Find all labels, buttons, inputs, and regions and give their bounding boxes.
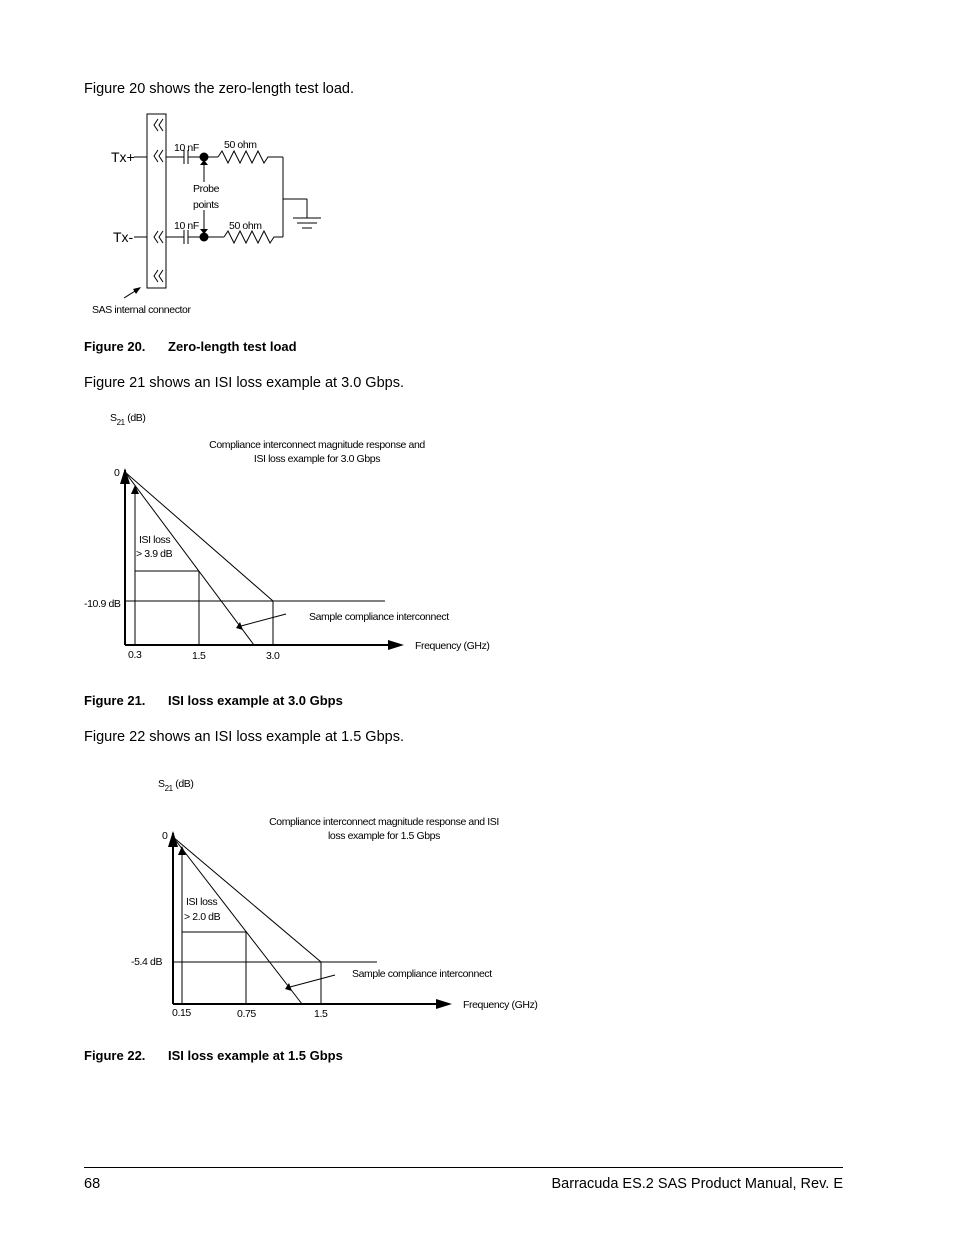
caption-fig20-title: Zero-length test load — [168, 339, 297, 354]
x-axis-label: Frequency (GHz) — [463, 999, 538, 1011]
chart-title-line1: Compliance interconnect magnitude response and ISI — [269, 816, 499, 828]
sample-pointer — [290, 975, 335, 987]
x-tick-3: 1.5 — [314, 1008, 328, 1020]
tx-minus-label: Tx- — [113, 229, 134, 245]
caption-fig21-title: ISI loss example at 3.0 Gbps — [168, 693, 343, 708]
caption-fig20-number: Figure 20. — [84, 339, 146, 354]
isi-label-line1: ISI loss — [186, 896, 218, 908]
resistor-top-label: 50 ohm — [224, 139, 257, 151]
caption-fig22-number: Figure 22. — [84, 1048, 146, 1063]
caption-fig21-number: Figure 21. — [84, 693, 146, 708]
isi-label-line1: ISI loss — [139, 534, 171, 546]
resistor-bottom-label: 50 ohm — [229, 220, 262, 232]
isi-label-line2: > 2.0 dB — [184, 911, 221, 923]
x-axis-arrow — [436, 999, 452, 1009]
y-axis-label: $S_{21}$ (dB) — [158, 778, 194, 793]
capacitor-top-label: 10 nF — [174, 142, 199, 154]
x-tick-2: 1.5 — [192, 650, 206, 662]
y-axis-label: $S_{21}$ (dB) — [110, 412, 146, 427]
page-number: 68 — [84, 1176, 101, 1192]
footer-rule — [84, 1167, 843, 1168]
x-tick-2: 0.75 — [237, 1008, 256, 1020]
isi-label-line2: > 3.9 dB — [136, 548, 173, 560]
x-tick-1: 0.15 — [172, 1007, 191, 1019]
probe-label-line1: Probe — [193, 183, 220, 195]
capacitor-bottom-label: 10 nF — [174, 220, 199, 232]
sample-label: Sample compliance interconnect — [309, 611, 449, 623]
intro-fig20: Figure 20 shows the zero-length test load. — [84, 81, 355, 97]
x-tick-1: 0.3 — [128, 649, 142, 661]
y-tick-level: -10.9 dB — [84, 598, 121, 610]
sample-label: Sample compliance interconnect — [352, 968, 492, 980]
probe-label-line2: points — [193, 199, 219, 211]
tx-plus-label: Tx+ — [111, 149, 135, 165]
chart-title-line2: loss example for 1.5 Gbps — [328, 830, 440, 842]
y-axis-arrow — [168, 831, 178, 847]
y-tick-zero: 0 — [162, 830, 168, 842]
y-tick-zero: 0 — [114, 467, 120, 479]
y-tick-level: -5.4 dB — [131, 956, 163, 968]
x-tick-3: 3.0 — [266, 650, 280, 662]
chart-title-line2: ISI loss example for 3.0 Gbps — [253, 453, 381, 465]
caption-fig22 — [84, 1048, 343, 1063]
intro-fig21: Figure 21 shows an ISI loss example at 3.0 Gbps. — [84, 375, 404, 391]
x-axis-label: Frequency (GHz) — [415, 640, 490, 652]
manual-title: Barracuda ES.2 SAS Product Manual, Rev. E — [551, 1176, 843, 1192]
caption-fig22-title: ISI loss example at 1.5 Gbps — [168, 1048, 343, 1063]
connector-label: SAS internal connector — [92, 304, 191, 316]
chart-title-line1: Compliance interconnect magnitude response and — [209, 439, 425, 451]
intro-fig22: Figure 22 shows an ISI loss example at 1.5 Gbps. — [84, 729, 404, 745]
